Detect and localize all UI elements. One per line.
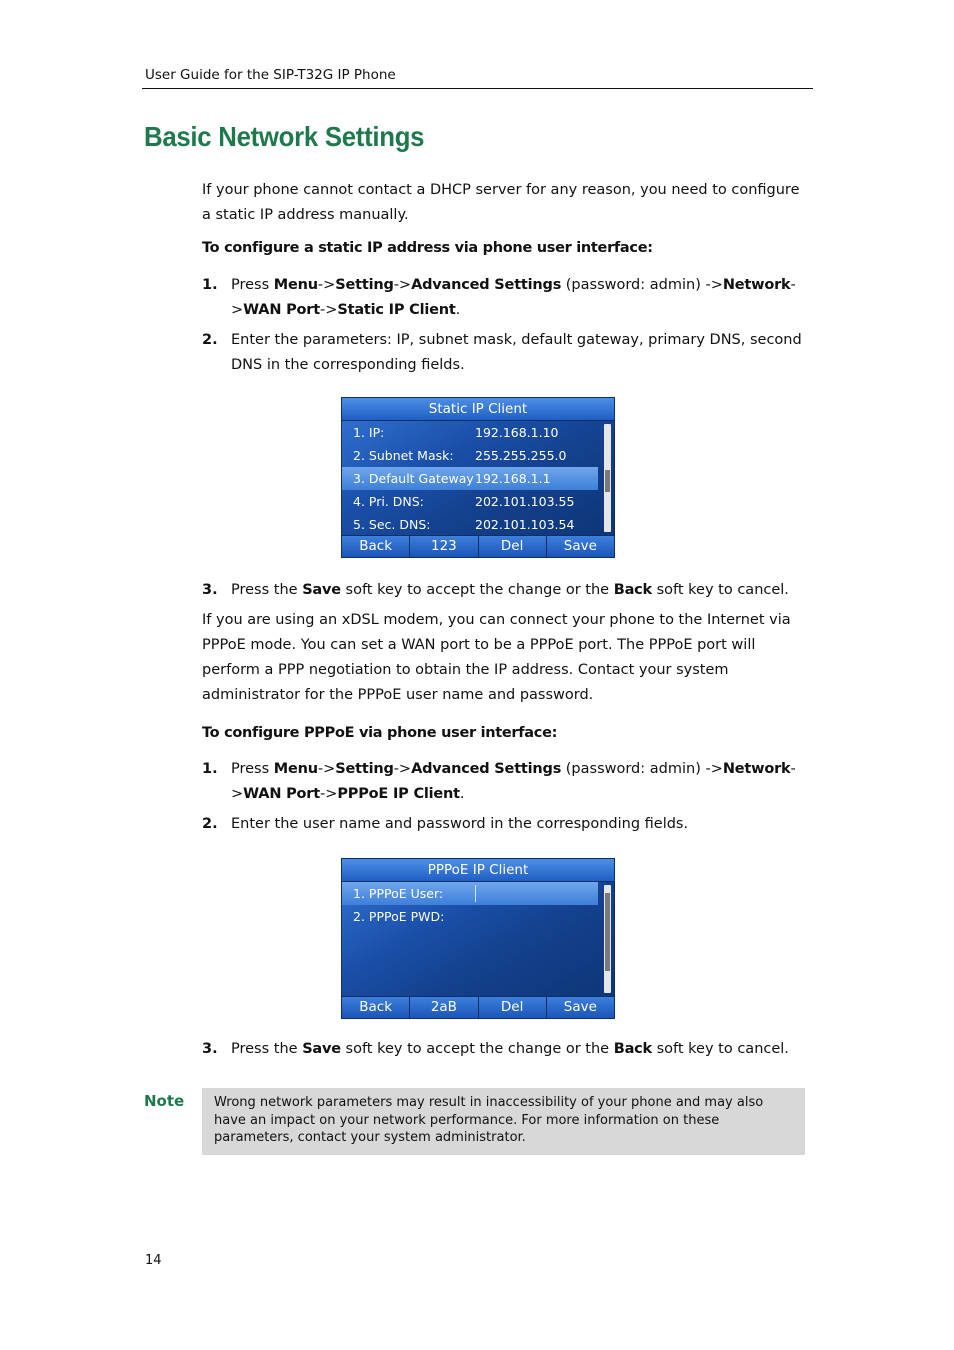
- softkey-input-mode[interactable]: 2aB: [410, 997, 478, 1018]
- step-number: 2.: [202, 332, 218, 348]
- intro-paragraph: If your phone cannot contact a DHCP server for any reason, you need to configure a static IP address manually.: [202, 182, 800, 223]
- step-text: Press the Save soft key to accept the change or the Back soft key to cancel.: [231, 582, 789, 598]
- section-title: Basic Network Settings: [144, 121, 425, 152]
- pppoe-heading: To configure PPPoE via phone user interface:: [202, 725, 558, 741]
- step-number: 3.: [202, 1041, 218, 1057]
- note-text: Wrong network parameters may result in inaccessibility of your phone and may also have an impact on your network performance. For more information on these parameters, contact your system administrator.: [214, 1095, 764, 1145]
- pppoe-ip-client-screen: [341, 858, 615, 1019]
- softkey-save[interactable]: Save: [547, 997, 614, 1018]
- softkey-back[interactable]: Back: [342, 536, 410, 557]
- static-ip-heading: To configure a static IP address via phone user interface:: [202, 240, 653, 256]
- softkey-back[interactable]: Back: [342, 997, 410, 1018]
- static-step-2: [202, 328, 808, 378]
- step-number: 2.: [202, 816, 218, 832]
- screen-title: Static IP Client: [342, 398, 614, 421]
- field-default-gateway[interactable]: 3. Default Gateway 192.168.1.1: [342, 467, 598, 490]
- field-secondary-dns[interactable]: 5. Sec. DNS: 202.101.103.54: [353, 517, 575, 532]
- softkey-delete[interactable]: Del: [479, 536, 547, 557]
- softkey-save[interactable]: Save: [547, 536, 614, 557]
- softkey-bar: [342, 996, 614, 1018]
- scrollbar[interactable]: [604, 885, 611, 993]
- field-pppoe-password[interactable]: 2. PPPoE PWD:: [353, 909, 445, 924]
- pppoe-paragraph: If you are using an xDSL modem, you can connect your phone to the Internet via PPPoE mode. You can set a WAN port to be a PPPoE port. The PPPoE port will perform a PPP negotiation to obtain the IP address. Contact your system administrator for the PPPoE user name and password.: [202, 612, 791, 703]
- static-step-3: [202, 578, 808, 603]
- step-text: Enter the user name and password in the corresponding fields.: [231, 816, 689, 832]
- pppoe-step-1: [202, 757, 808, 807]
- softkey-delete[interactable]: Del: [479, 997, 547, 1018]
- softkey-input-mode[interactable]: 123: [410, 536, 478, 557]
- static-step-1: [202, 273, 808, 323]
- note-box: [202, 1088, 805, 1155]
- step-number: 3.: [202, 582, 218, 598]
- step-text: Press the Save soft key to accept the change or the Back soft key to cancel.: [231, 1041, 789, 1057]
- step-text: Enter the parameters: IP, subnet mask, default gateway, primary DNS, second DNS in the corresponding fields.: [231, 332, 802, 373]
- step-number: 1.: [202, 761, 218, 777]
- screen-title: PPPoE IP Client: [342, 859, 614, 882]
- running-header: User Guide for the SIP-T32G IP Phone: [145, 67, 396, 83]
- step-number: 1.: [202, 277, 218, 293]
- header-rule: [142, 88, 813, 89]
- text-cursor: [475, 885, 476, 902]
- field-ip[interactable]: 1. IP: 192.168.1.10: [353, 425, 559, 440]
- pppoe-step-2: [202, 812, 808, 837]
- softkey-bar: [342, 535, 614, 557]
- field-pppoe-user[interactable]: 1. PPPoE User:: [342, 882, 598, 905]
- page-number: 14: [145, 1253, 162, 1268]
- pppoe-step-3: [202, 1037, 808, 1062]
- step-text: Press Menu->Setting->Advanced Settings (password: admin) ->Network->WAN Port->Static IP Client.: [231, 277, 796, 318]
- note-label: Note: [144, 1092, 185, 1110]
- scrollbar[interactable]: [604, 424, 611, 532]
- step-text: Press Menu->Setting->Advanced Settings (password: admin) ->Network->WAN Port->PPPoE IP Client.: [231, 761, 796, 802]
- static-ip-client-screen: [341, 397, 615, 558]
- field-primary-dns[interactable]: 4. Pri. DNS: 202.101.103.55: [353, 494, 575, 509]
- field-subnet-mask[interactable]: 2. Subnet Mask: 255.255.255.0: [353, 448, 567, 463]
